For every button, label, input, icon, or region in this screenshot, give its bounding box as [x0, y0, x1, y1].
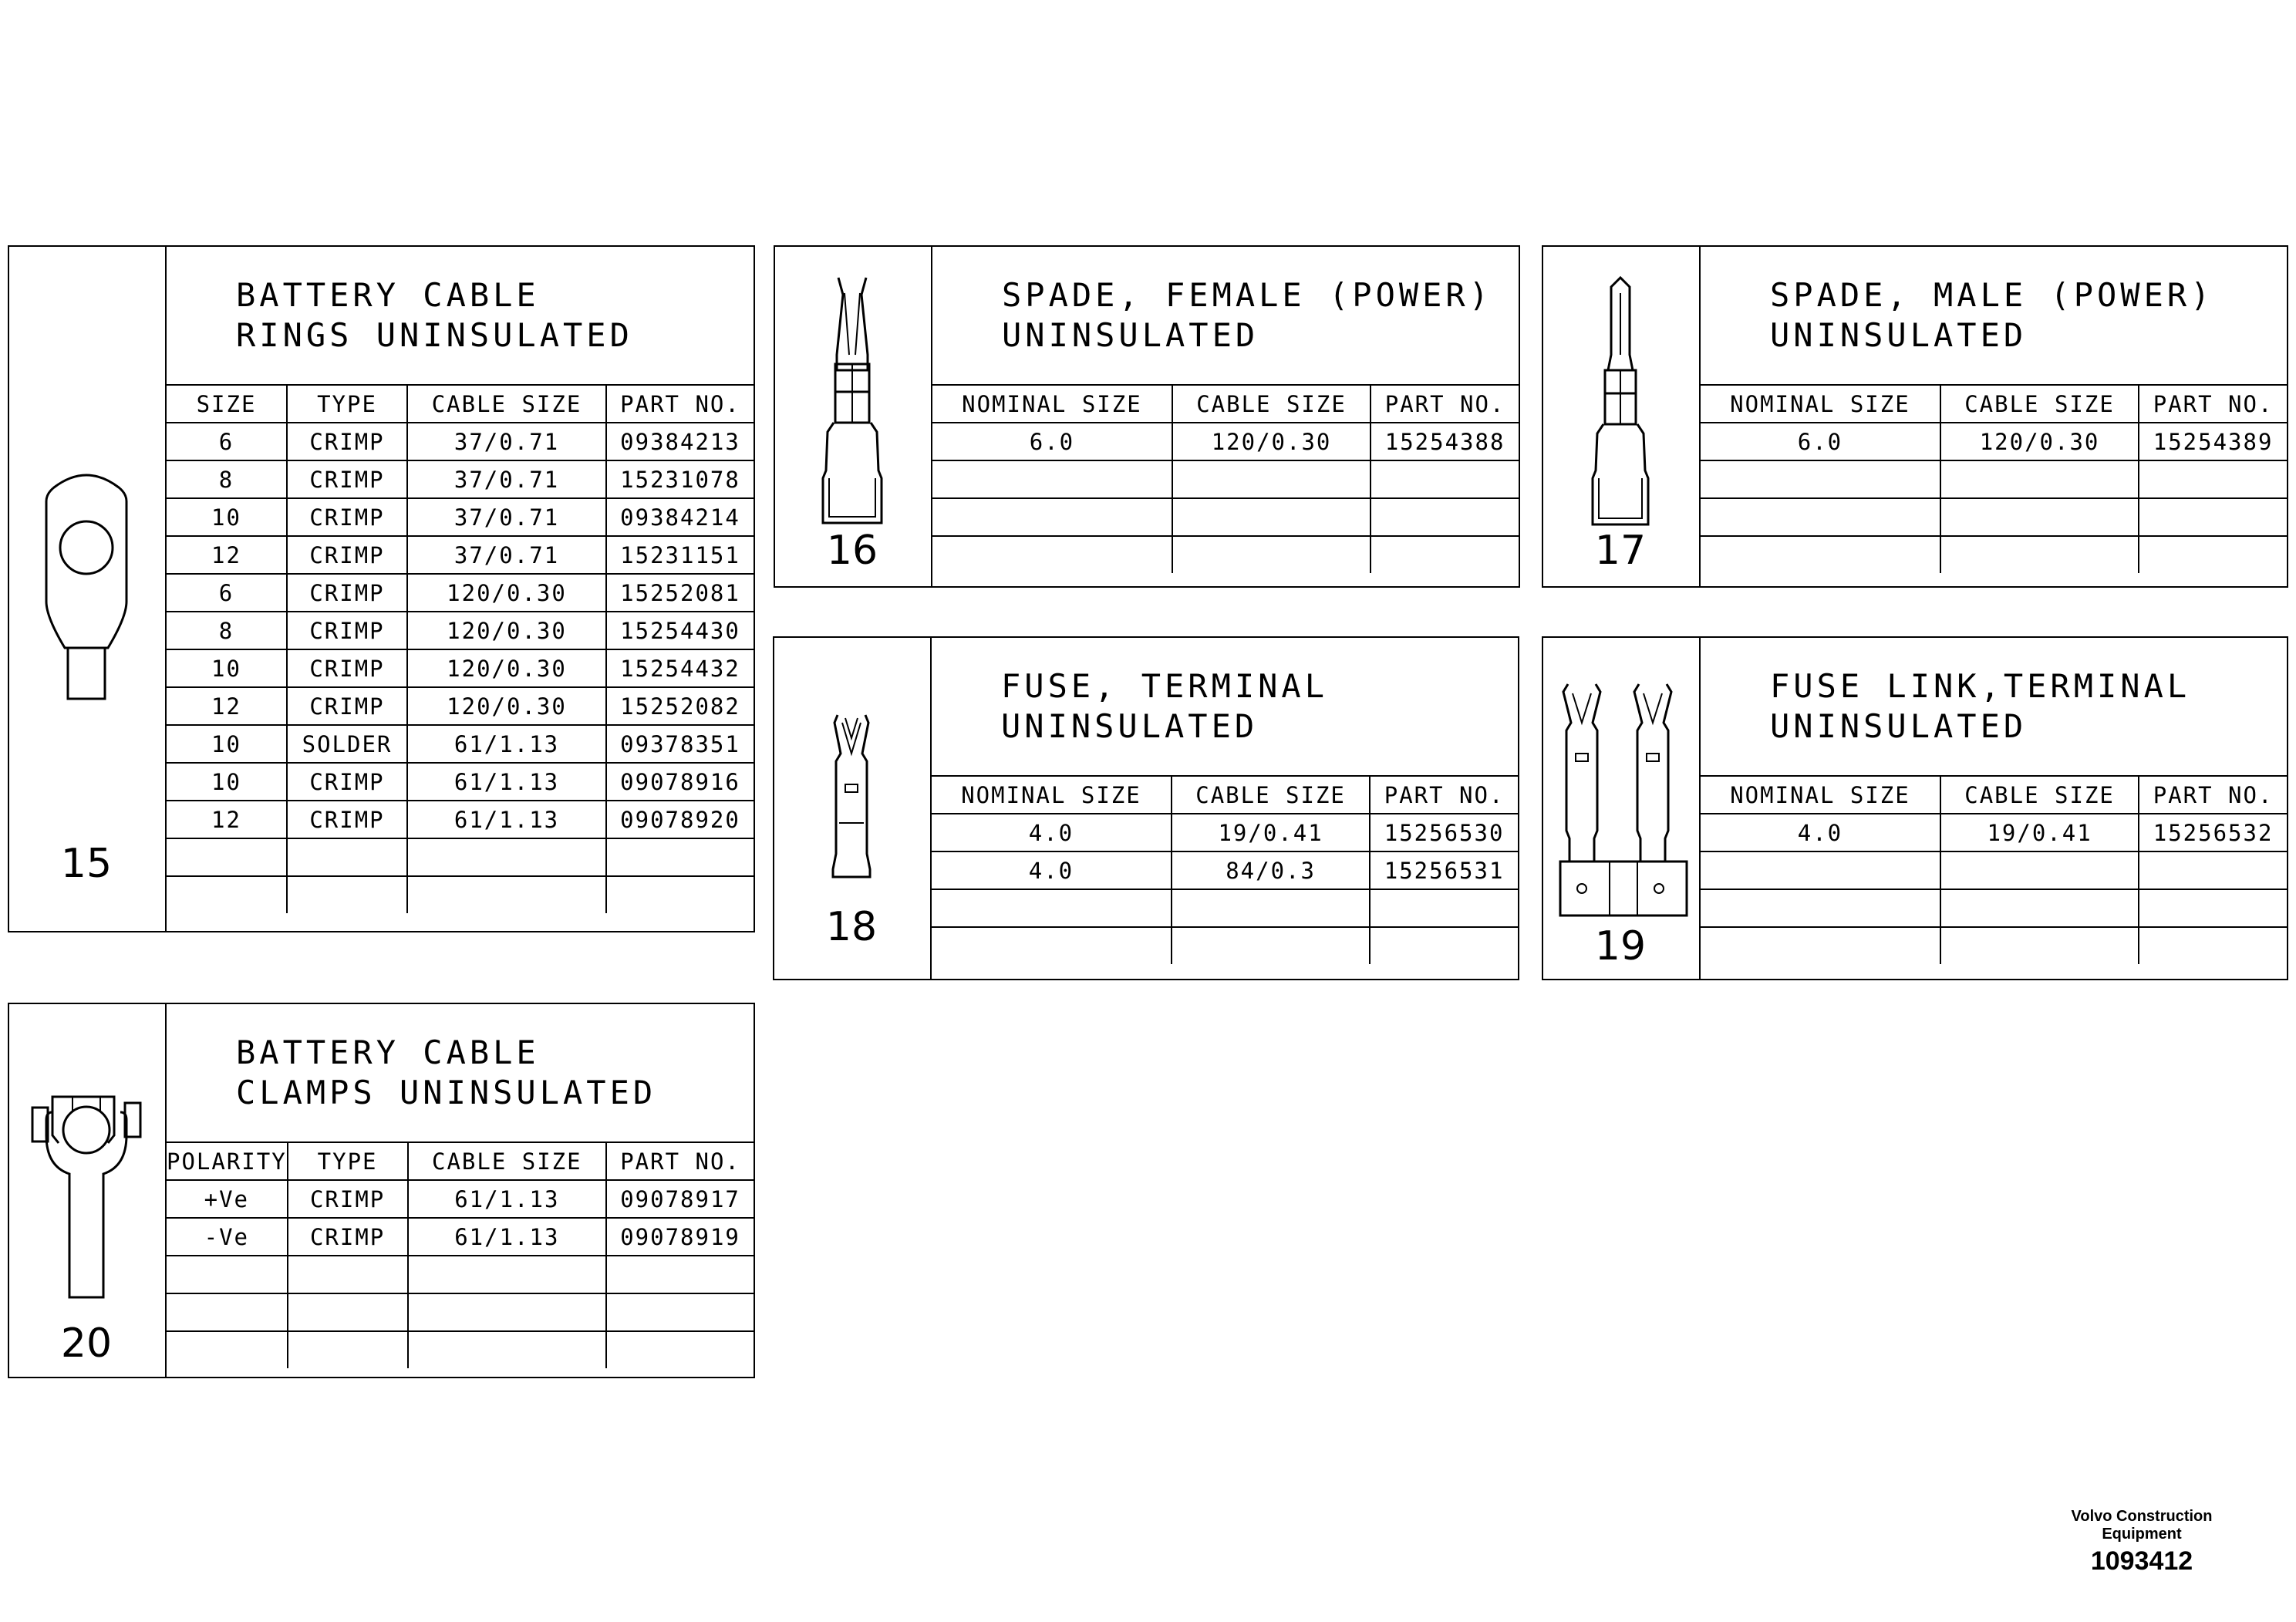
table-cell: CRIMP	[287, 763, 407, 801]
table-cell: 8	[167, 612, 287, 649]
table-row	[1701, 927, 2287, 964]
table-cell: 12	[167, 687, 287, 725]
fuse-link-drawing	[1543, 638, 1701, 979]
table-cell: CRIMP	[287, 649, 407, 687]
ring-terminal-drawing	[9, 247, 167, 931]
table-cell: 15256531	[1370, 851, 1518, 889]
table-row	[167, 1331, 754, 1368]
table-cell	[606, 876, 754, 913]
table-row	[167, 498, 754, 536]
table-cell	[407, 876, 606, 913]
table-cell: 10	[167, 725, 287, 763]
table-cell: 09078920	[606, 801, 754, 838]
panel-17	[1542, 245, 2288, 588]
table-row	[167, 536, 754, 574]
table-cell	[1701, 498, 1940, 536]
table-cell	[1371, 498, 1519, 536]
table-cell	[167, 1331, 288, 1368]
item-number: 18	[825, 904, 878, 950]
table-cell	[2139, 536, 2287, 573]
table-row	[167, 838, 754, 876]
column-header: CABLE SIZE	[1940, 777, 2139, 814]
table-row	[167, 649, 754, 687]
panel-title	[167, 1004, 754, 1143]
table-cell: 4.0	[932, 814, 1172, 851]
table-cell: 09378351	[606, 725, 754, 763]
table-row	[932, 536, 1519, 573]
table-cell	[1370, 889, 1518, 927]
item-number: 19	[1594, 923, 1647, 969]
table-cell: 8	[167, 460, 287, 498]
table-cell	[167, 838, 287, 876]
fuse-terminal-drawing	[774, 638, 932, 979]
table-cell	[1371, 460, 1519, 498]
company-name-line-1: Volvo Construction	[2071, 1508, 2213, 1525]
panel-title	[932, 638, 1518, 777]
table-cell: 120/0.30	[407, 612, 606, 649]
table-cell: 37/0.71	[407, 460, 606, 498]
table-cell: CRIMP	[287, 536, 407, 574]
table-cell: CRIMP	[287, 498, 407, 536]
column-header: NOMINAL SIZE	[1701, 386, 1940, 423]
battery-clamp-icon	[9, 1004, 164, 1374]
table-cell	[932, 460, 1172, 498]
table-cell	[932, 927, 1172, 964]
title-line-1: SPADE, FEMALE (POWER)	[1002, 276, 1493, 314]
panel-title	[1701, 638, 2287, 777]
column-header: PART NO.	[1370, 777, 1518, 814]
table-cell	[1172, 536, 1371, 573]
table-cell: 120/0.30	[407, 687, 606, 725]
table-cell	[1940, 927, 2139, 964]
table-cell	[606, 1331, 754, 1368]
table-cell	[606, 1293, 754, 1331]
table-cell: 61/1.13	[408, 1180, 607, 1218]
table-cell	[1940, 851, 2139, 889]
table-row	[167, 763, 754, 801]
table-cell: 15254430	[606, 612, 754, 649]
table-cell	[1940, 460, 2139, 498]
table-cell: 61/1.13	[407, 725, 606, 763]
title-line-2: UNINSULATED	[1001, 707, 1259, 745]
column-header: TYPE	[288, 1143, 408, 1180]
column-header: PART NO.	[2139, 777, 2287, 814]
table-cell: 6.0	[932, 423, 1172, 460]
battery-clamp-drawing	[9, 1004, 167, 1377]
table-cell	[1701, 889, 1940, 927]
table-row	[167, 423, 754, 460]
table-cell: 120/0.30	[407, 649, 606, 687]
item-number: 17	[1594, 528, 1647, 574]
table-cell	[2139, 927, 2287, 964]
table-cell: 09078919	[606, 1218, 754, 1256]
table-cell	[606, 1256, 754, 1293]
table-cell	[2139, 498, 2287, 536]
table-cell	[407, 838, 606, 876]
table-cell: 19/0.41	[1940, 814, 2139, 851]
column-header: NOMINAL SIZE	[1701, 777, 1940, 814]
table-cell: 15256530	[1370, 814, 1518, 851]
column-header: PART NO.	[1371, 386, 1519, 423]
table-cell: -Ve	[167, 1218, 288, 1256]
table-cell: CRIMP	[287, 423, 407, 460]
table-cell	[2139, 889, 2287, 927]
table-row	[932, 498, 1519, 536]
table-row	[1701, 889, 2287, 927]
footer	[2057, 1508, 2227, 1576]
table-cell	[1701, 460, 1940, 498]
panel-20	[8, 1003, 755, 1378]
ring-terminal-icon	[9, 247, 164, 926]
table-cell	[1940, 498, 2139, 536]
title-line-2: UNINSULATED	[1770, 316, 2028, 354]
table-cell	[287, 838, 407, 876]
column-header: PART NO.	[2139, 386, 2287, 423]
table-cell: 09078917	[606, 1180, 754, 1218]
parts-table	[932, 386, 1519, 573]
table-cell: CRIMP	[287, 687, 407, 725]
table-cell: CRIMP	[288, 1218, 408, 1256]
table-cell	[932, 498, 1172, 536]
table-cell	[288, 1331, 408, 1368]
table-row	[932, 814, 1518, 851]
document-number: 1093412	[2090, 1546, 2193, 1576]
table-cell: 09078916	[606, 763, 754, 801]
table-cell	[408, 1293, 607, 1331]
table-cell: +Ve	[167, 1180, 288, 1218]
table-cell: SOLDER	[287, 725, 407, 763]
table-cell: 120/0.30	[1172, 423, 1371, 460]
table-cell: 6	[167, 423, 287, 460]
title-line-1: BATTERY CABLE	[236, 276, 540, 314]
table-cell	[1172, 460, 1371, 498]
table-cell	[1371, 536, 1519, 573]
table-cell: 15252081	[606, 574, 754, 612]
table-cell: 09384213	[606, 423, 754, 460]
table-cell: 61/1.13	[408, 1218, 607, 1256]
title-line-1: FUSE LINK,TERMINAL	[1770, 667, 2191, 705]
table-cell	[932, 536, 1172, 573]
table-row	[1701, 423, 2287, 460]
table-row	[932, 423, 1519, 460]
table-cell: 09384214	[606, 498, 754, 536]
table-cell: 15254432	[606, 649, 754, 687]
panel-18	[773, 636, 1519, 980]
table-row	[167, 1293, 754, 1331]
table-cell: 15254388	[1371, 423, 1519, 460]
panel-title	[167, 247, 754, 386]
table-row	[167, 725, 754, 763]
table-cell	[1370, 927, 1518, 964]
parts-table	[167, 386, 754, 913]
male-spade-drawing	[1543, 247, 1701, 586]
female-spade-drawing	[775, 247, 932, 586]
table-row	[167, 1218, 754, 1256]
table-cell	[1940, 889, 2139, 927]
table-row	[1701, 460, 2287, 498]
table-cell: 61/1.13	[407, 763, 606, 801]
table-row	[167, 574, 754, 612]
table-row	[167, 801, 754, 838]
table-row	[167, 460, 754, 498]
column-header: POLARITY	[167, 1143, 288, 1180]
column-header: PART NO.	[606, 386, 754, 423]
table-row	[932, 460, 1519, 498]
table-cell	[288, 1293, 408, 1331]
table-cell	[932, 889, 1172, 927]
table-cell	[606, 838, 754, 876]
parts-table	[1701, 777, 2287, 964]
column-header: CABLE SIZE	[1172, 386, 1371, 423]
table-cell: 19/0.41	[1172, 814, 1370, 851]
title-line-1: SPADE, MALE (POWER)	[1770, 276, 2214, 314]
table-row	[1701, 851, 2287, 889]
table-cell: 10	[167, 649, 287, 687]
table-cell: 12	[167, 536, 287, 574]
table-cell	[1940, 536, 2139, 573]
table-row	[932, 927, 1518, 964]
table-row	[932, 851, 1518, 889]
table-cell	[2139, 851, 2287, 889]
table-cell: 15252082	[606, 687, 754, 725]
table-cell: 61/1.13	[407, 801, 606, 838]
table-row	[167, 612, 754, 649]
title-line-2: UNINSULATED	[1770, 707, 2028, 745]
table-row	[932, 889, 1518, 927]
table-row	[1701, 536, 2287, 573]
parts-table	[1701, 386, 2287, 573]
item-number: 20	[60, 1320, 113, 1367]
table-row	[167, 1256, 754, 1293]
table-row	[1701, 814, 2287, 851]
title-line-2: UNINSULATED	[1002, 316, 1259, 354]
table-cell: 12	[167, 801, 287, 838]
panel-15	[8, 245, 755, 932]
table-cell	[1701, 927, 1940, 964]
table-cell	[288, 1256, 408, 1293]
table-cell: 6.0	[1701, 423, 1940, 460]
panel-title	[1701, 247, 2287, 386]
table-cell	[1701, 536, 1940, 573]
table-cell: CRIMP	[287, 612, 407, 649]
table-cell	[1172, 498, 1371, 536]
table-cell: 4.0	[932, 851, 1172, 889]
table-cell: 37/0.71	[407, 498, 606, 536]
table-row	[167, 1180, 754, 1218]
table-cell: 15254389	[2139, 423, 2287, 460]
table-cell	[287, 876, 407, 913]
title-line-2: CLAMPS UNINSULATED	[236, 1074, 657, 1111]
table-cell: 6	[167, 574, 287, 612]
title-line-1: BATTERY CABLE	[236, 1034, 540, 1071]
table-cell: CRIMP	[288, 1180, 408, 1218]
table-cell	[167, 1256, 288, 1293]
panel-19	[1542, 636, 2288, 980]
table-row	[167, 876, 754, 913]
table-cell: 15231078	[606, 460, 754, 498]
table-cell: 120/0.30	[407, 574, 606, 612]
item-number: 16	[826, 528, 878, 574]
title-line-1: FUSE, TERMINAL	[1001, 667, 1329, 705]
table-cell: 84/0.3	[1172, 851, 1370, 889]
column-header: NOMINAL SIZE	[932, 777, 1172, 814]
parts-table	[932, 777, 1518, 964]
column-header: CABLE SIZE	[1172, 777, 1370, 814]
table-cell: 37/0.71	[407, 423, 606, 460]
table-cell	[167, 1293, 288, 1331]
column-header: SIZE	[167, 386, 287, 423]
column-header: TYPE	[287, 386, 407, 423]
title-line-2: RINGS UNINSULATED	[236, 316, 633, 354]
panel-title	[932, 247, 1519, 386]
table-cell: 10	[167, 498, 287, 536]
table-cell: CRIMP	[287, 574, 407, 612]
table-row	[1701, 498, 2287, 536]
table-cell: 120/0.30	[1940, 423, 2139, 460]
column-header: CABLE SIZE	[1940, 386, 2139, 423]
column-header: CABLE SIZE	[408, 1143, 607, 1180]
item-number: 15	[60, 841, 113, 887]
column-header: NOMINAL SIZE	[932, 386, 1172, 423]
table-cell: 10	[167, 763, 287, 801]
table-cell	[408, 1331, 607, 1368]
table-cell	[1172, 927, 1370, 964]
panel-16	[774, 245, 1520, 588]
table-cell: 4.0	[1701, 814, 1940, 851]
table-cell	[2139, 460, 2287, 498]
column-header: PART NO.	[606, 1143, 754, 1180]
table-cell: 37/0.71	[407, 536, 606, 574]
column-header: CABLE SIZE	[407, 386, 606, 423]
table-cell: CRIMP	[287, 801, 407, 838]
table-cell	[408, 1256, 607, 1293]
table-cell: CRIMP	[287, 460, 407, 498]
table-cell	[1172, 889, 1370, 927]
parts-table	[167, 1143, 754, 1368]
table-cell: 15256532	[2139, 814, 2287, 851]
table-cell	[1701, 851, 1940, 889]
table-cell	[167, 876, 287, 913]
table-cell: 15231151	[606, 536, 754, 574]
company-name-line-2: Equipment	[2102, 1526, 2182, 1543]
table-row	[167, 687, 754, 725]
